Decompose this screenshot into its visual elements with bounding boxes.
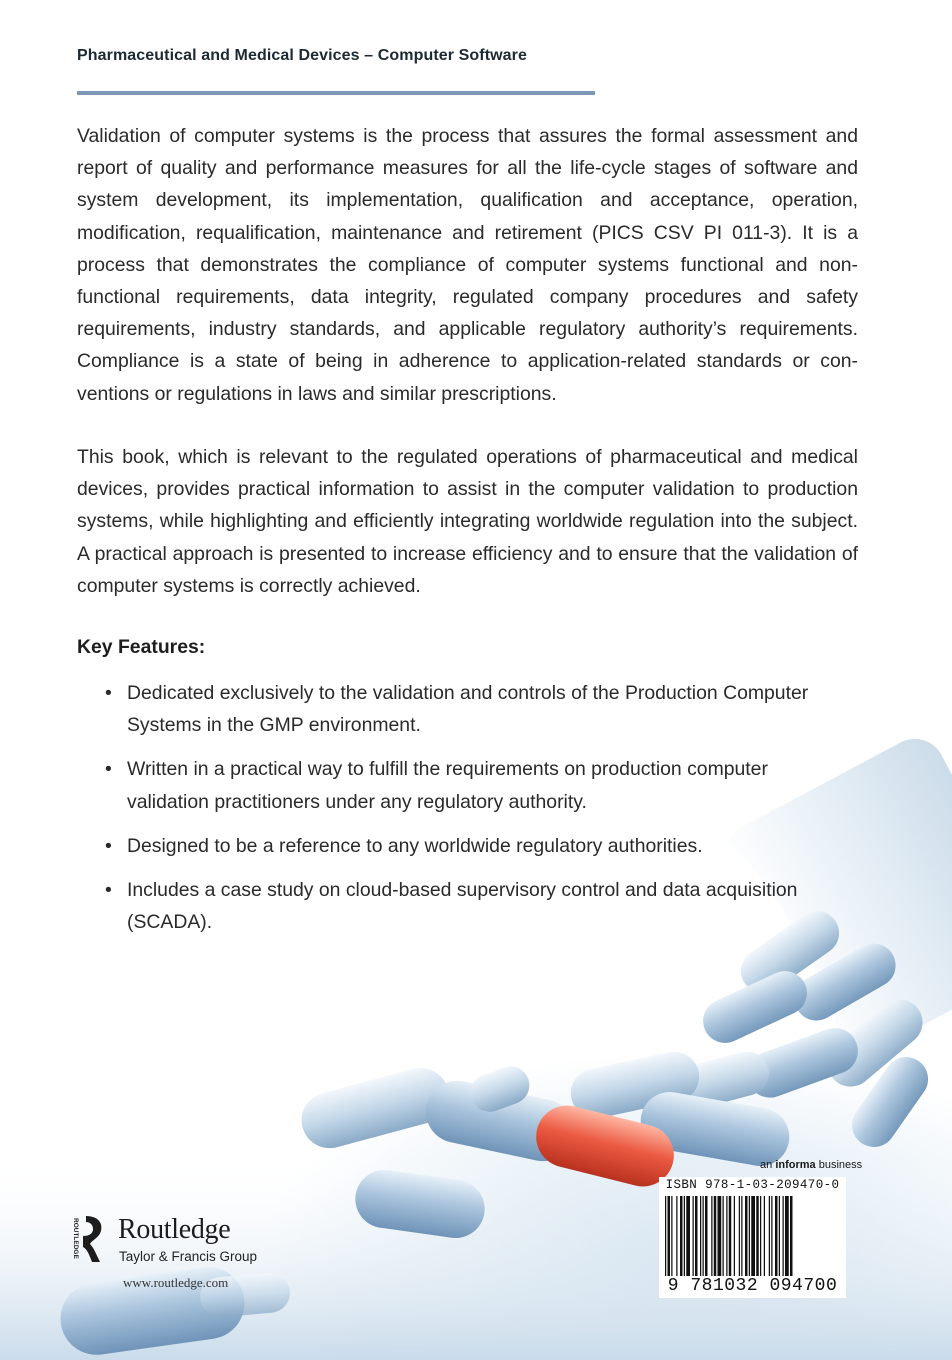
barcode-bar [745, 1196, 748, 1276]
barcode-bar [764, 1196, 765, 1276]
bullet-icon: • [105, 682, 112, 704]
barcode-bar [741, 1196, 742, 1276]
publisher-name: Routledge [118, 1214, 231, 1245]
barcode-bar [684, 1196, 685, 1276]
informa-brand: informa [775, 1159, 816, 1171]
barcode-bar [693, 1196, 694, 1276]
series-title: Pharmaceutical and Medical Devices – Computer Software [77, 47, 528, 64]
barcode-bar [756, 1196, 759, 1276]
barcode-bar [790, 1196, 793, 1276]
barcode-bar [686, 1196, 690, 1276]
barcode-bar [779, 1196, 780, 1276]
barcode-bars [663, 1196, 842, 1276]
informa-suffix: business [818, 1159, 863, 1171]
informa-prefix: an [760, 1159, 773, 1171]
barcode-bar [734, 1196, 735, 1276]
key-feature-item [105, 677, 825, 741]
barcode-bar [680, 1196, 683, 1276]
key-features-heading: Key Features: [77, 636, 206, 658]
barcode-bar [729, 1196, 732, 1276]
bullet-icon: • [105, 879, 112, 902]
barcode-bar [711, 1196, 712, 1276]
isbn-label: ISBN 978-1-03-209470-0 [665, 1178, 840, 1192]
barcode-bar [749, 1196, 750, 1276]
barcode-bar [723, 1196, 724, 1276]
barcode-bar [739, 1196, 740, 1276]
barcode-digits: 9 781032 094700 [667, 1276, 838, 1296]
description-paragraph-2: This book, which is relevant to the regulated operations of pharmaceutical and medical devices, provides practical information to assist in the computer validation to production systems, while highlighting and efficiently integrating worldwide regulation into the subject. A practical approach is presented to increase efficiency and to ensure that the validation of computer systems is correctly achieved. [77, 446, 858, 597]
publisher-group: Taylor & Francis Group [119, 1249, 258, 1264]
description-paragraph-1: Validation of computer systems is the process that assures the formal assessment and report of quality and performance measures for all the life-cycle stages of software and system development, its implementation, qualification and acceptance, operation, modification, requalification, maintenance and retirement (PICS CSV PI 011-3). It is a process that demonstrates the compliance of computer systems functional and non-functional requirements, data integrity, regulated company procedures and safety requirements, industry standards, and applicable regulatory authority’s requirements. Compliance is a state of being in adherence to application-related standards or conventions or regulations in laws and similar prescriptions. [77, 125, 858, 405]
publisher-url: www.routledge.com [123, 1275, 229, 1290]
barcode-bar [785, 1196, 789, 1276]
header-rule [77, 91, 595, 95]
barcode-bar [714, 1196, 717, 1276]
routledge-logo-icon [72, 1214, 106, 1270]
isbn-barcode [659, 1177, 846, 1298]
barcode-bar [668, 1196, 671, 1276]
barcode-bar [700, 1196, 701, 1276]
informa-tag [760, 1159, 862, 1171]
key-feature-text: Written in a practical way to fulfill the requirements on production computer validation practitioners under any regulatory authority. [127, 758, 768, 813]
key-feature-item [105, 830, 825, 862]
barcode-bar [771, 1196, 772, 1276]
bullet-icon: • [105, 834, 112, 857]
logo-mark-text: ROUTLEDGE [72, 1218, 79, 1259]
barcode-bar [665, 1196, 666, 1276]
barcode-bar [775, 1196, 778, 1276]
key-feature-text: Dedicated exclusively to the validation and controls of the Production Computer Systems in the GMP environment. [127, 682, 809, 737]
barcode-bar [726, 1196, 727, 1276]
key-features-list [105, 677, 825, 950]
barcode-bar [769, 1196, 770, 1276]
key-feature-text: Designed to be a reference to any worldwide regulatory authorities. [127, 834, 703, 857]
barcode-bar [783, 1196, 784, 1276]
barcode-bar [695, 1196, 698, 1276]
barcode-bar [705, 1196, 708, 1276]
barcode-bar [760, 1196, 761, 1276]
key-feature-item [105, 874, 825, 938]
barcode-bar [676, 1196, 677, 1276]
barcode-bar [751, 1196, 755, 1276]
barcode-bar [718, 1196, 722, 1276]
key-feature-text: Includes a case study on cloud-based supervisory control and data acquisition (SCADA). [127, 879, 798, 934]
bullet-icon: • [105, 758, 112, 781]
barcode-bar [703, 1196, 704, 1276]
publisher-logo [72, 1214, 292, 1294]
key-feature-item [105, 753, 825, 817]
barcode-bar [671, 1196, 672, 1276]
